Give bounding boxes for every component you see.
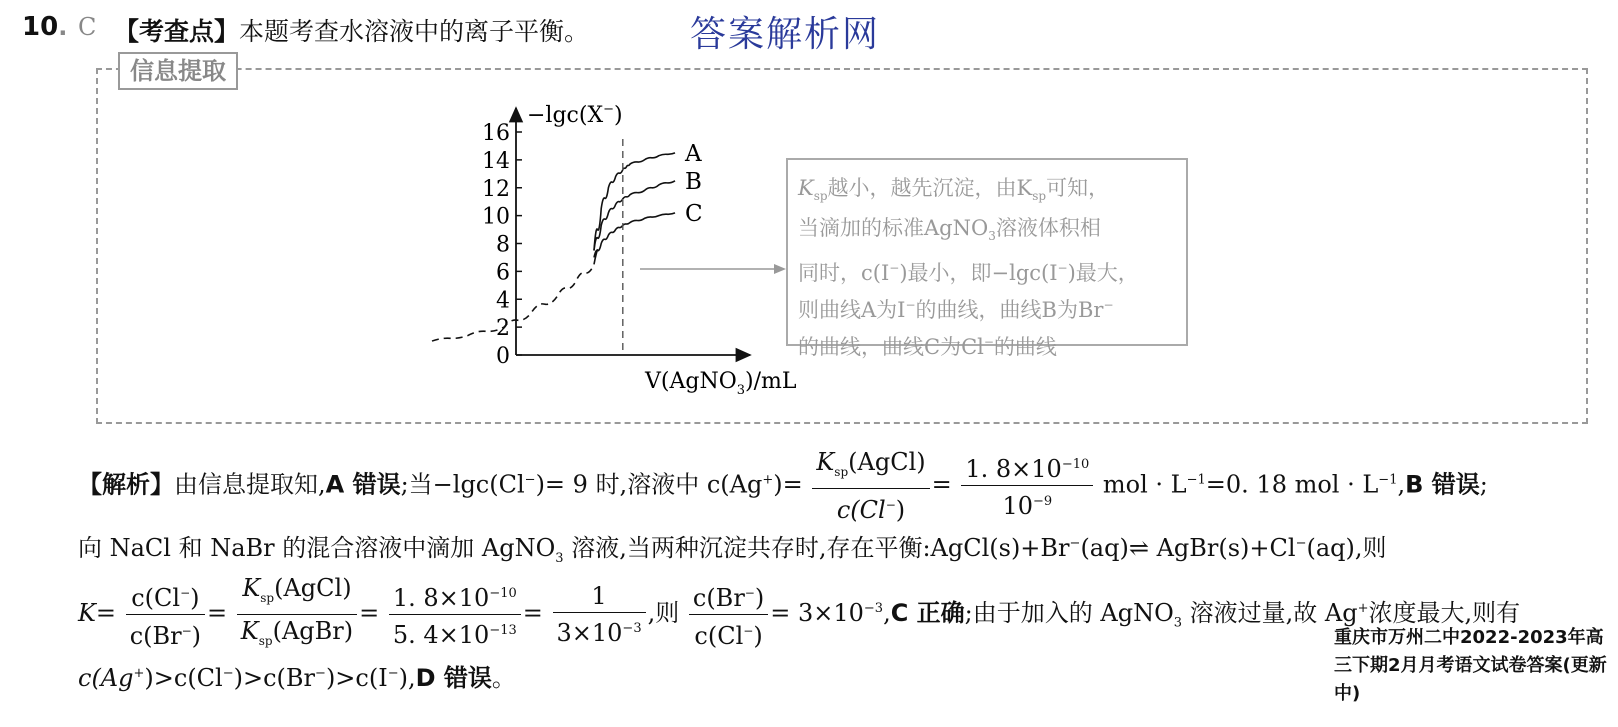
analysis-line-1: 【解析】由信息提取知,A 错误;当−lgc(Cl−)= 9 时,溶液中 c(Ag+)= $\frac{K_{sp}(AgCl)}{c(Cl^-)}$ = $\frac{1. 8\times 10^{-10}}{10^{-9}}$ mol · $L^{-1}=0$. 18 mol · $L^{-1},B$ 错误; [78,448,1488,524]
info-box-title: 信息提取 [118,52,238,90]
exam-point-text: 本题考查水溶液中的离子平衡。 [239,17,590,46]
fraction-value: $\frac{1. 8\times 10^{-10}}{10^{-9}}$ [961,449,1093,522]
analysis-line-3: K= $\frac{c(Cl^-)}{c(Br^-)}$ = $\frac{K_{sp}(AgCl)}{K_{sp}(AgBr)}$ = $\frac{1. 8\times 10^{-10}}{5. 4\times 10^{-13}}$ = $\frac{1}{3\times 10^{-3}}$ ,则 $\frac{c(Br^-)}{c(Cl^-)}$ = $3\times 10^{-3},C$ 正确;由于加入的 AgNO$_3$ 溶液过量,故 Ag+浓度最大,则有 [78,572,1520,644]
exam-point [114,12,589,48]
analysis-label: 【解析】 [78,470,174,499]
curve-a [594,153,675,251]
curve-label-b: B [685,168,702,195]
question-number: 10. [22,12,68,42]
y-tick-label: 0 [496,344,510,369]
y-tick-label: 12 [482,176,510,202]
curves [432,139,703,355]
y-tick-label: 16 [482,121,510,146]
analysis-line-4: c(Ag+)>c(Cl−)>c(Br−)>c(I−),D 错误。 [78,664,516,692]
y-tick-label: 4 [496,288,510,314]
note-line-3: 同时，c(I−)最小，即−lgc(I−)最大， [798,261,1139,286]
fraction-ksp-agcl: $\frac{K_{sp}(AgCl)}{c(Cl^-)}$ [812,446,929,526]
pointer-arrow [640,262,790,276]
watermark: 答案解析网 [690,14,881,55]
fraction-numeric: $\frac{1. 8\times 10^{-10}}{5. 4\times 10^{-13}}$ [389,578,521,651]
fraction-br-cl: $\frac{c(Br^-)}{c(Cl^-)}$ [689,577,768,652]
fraction-one-third: $\frac{1}{3\times 10^{-3}}$ [553,580,646,649]
source-note: 重庆市万州二中2022-2023年高三下期2月月考语文试卷答案(更新中) [1334,627,1607,704]
answer-letter: C [78,13,97,41]
note-line-2: 当滴加的标准AgNO$_3$溶液体积相 [798,216,1101,244]
y-axis-label: −lgc(X−) [527,102,623,128]
note-line-1: $K_{sp}$越小，越先沉淀，由$K_{sp}$可知， [798,176,1110,204]
analysis-line-2: 向 NaCl 和 NaBr 的混合溶液中滴加 AgNO$_3$ 溶液,当两种沉淀共存时,存在平衡:AgCl(s)+Br−(aq)⇌ AgBr(s)+Cl−(aq),则 [78,534,1387,566]
y-tick-label: 2 [496,316,510,342]
y-tick-label: 6 [496,260,510,286]
chart [470,92,797,402]
note-line-5: 的曲线，曲线C为Cl−的曲线 [798,335,1057,360]
curve-label-a: A [685,140,702,167]
note-line-4: 则曲线A为I−的曲线，曲线B为Br− [798,298,1114,323]
fraction-ksp-ratio: $\frac{K_{sp}(AgCl)}{K_{sp}(AgBr)}$ [237,572,357,657]
y-tick-label: 8 [496,232,510,258]
curve-label-c: C [685,200,703,227]
exam-point-label: 【考查点】 [114,17,240,46]
y-tick-label: 14 [482,148,510,174]
y-tick-label: 10 [482,204,510,230]
fraction-cl-br: $\frac{c(Cl^-)}{c(Br^-)}$ [126,577,205,652]
x-axis-label: V(AgNO$_3$)/mL [645,369,797,398]
info-note [786,158,1188,360]
